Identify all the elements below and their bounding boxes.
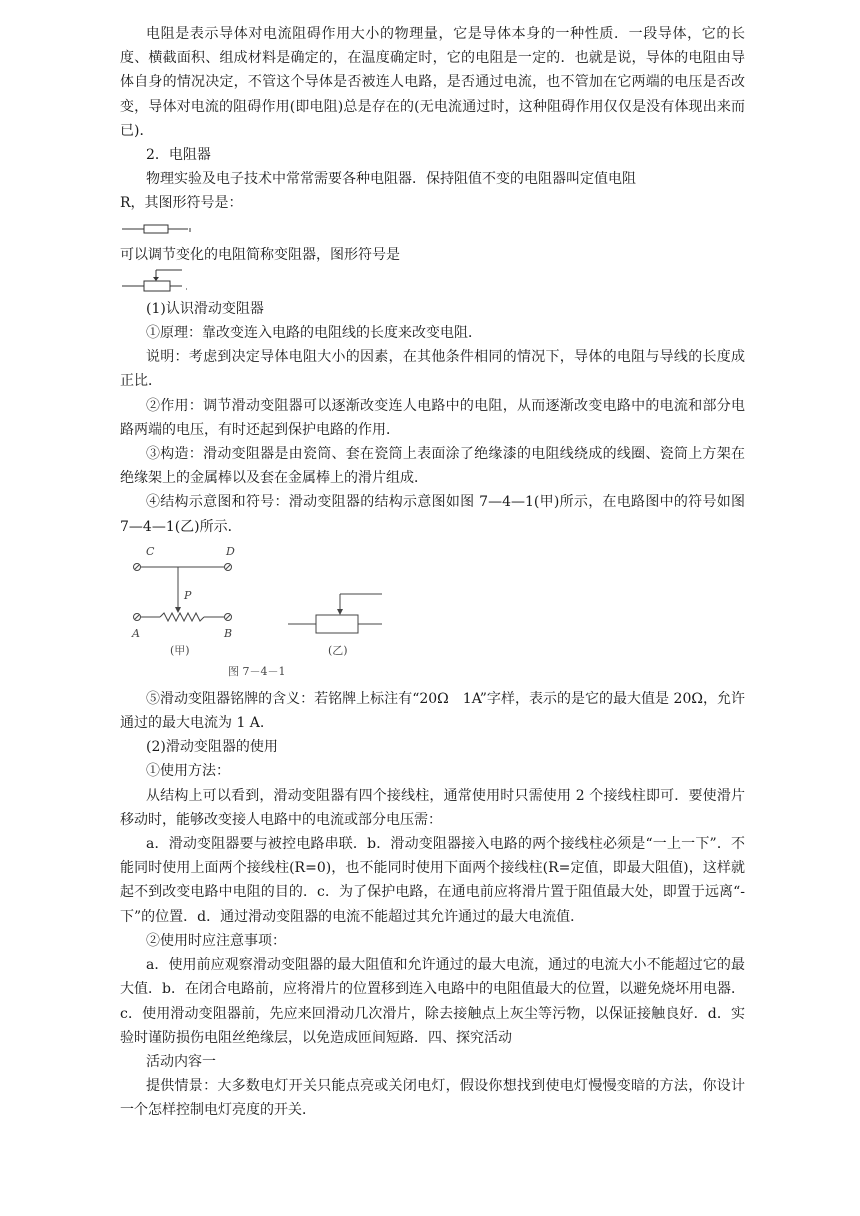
- label-yi: (乙): [328, 643, 348, 657]
- figure-7-4-1: [120, 539, 745, 687]
- label-d: D: [226, 544, 235, 558]
- label-c: C: [146, 544, 155, 558]
- rheostat-symbol-body: [316, 615, 358, 633]
- subheading-precautions: ②使用时应注意事项：: [146, 932, 286, 949]
- paragraph-principle: ①原理：靠改变连入电路的电阻线的长度来改变电阻．: [146, 325, 482, 342]
- paragraph-construction: ③构造：滑动变阻器是由瓷筒、套在瓷筒上表面涂了绝缘漆的电阻线绕成的线圈、瓷筒上方架在绝缘架上的金属棒以及套在金属棒上的滑片组成．: [120, 446, 745, 487]
- fixed-resistor-symbol: [120, 216, 745, 243]
- paragraph-scenario: 提供情景：大多数电灯开关只能点亮或关闭电灯，假设你想找到使电灯慢慢变暗的方法，你设计一个怎样控制电灯亮度的开关．: [120, 1078, 745, 1119]
- paragraph-nameplate: ⑤滑动变阻器铭牌的含义：若铭牌上标注有“20Ω 1A”字样，表示的是它的最大值是 20Ω，允许通过的最大电流为 1 A.: [120, 690, 745, 732]
- subheading-activity-one: 活动内容一: [146, 1053, 216, 1070]
- paragraph-precautions: a．使用前应观察滑动变阻器的最大阻值和允许通过的最大电流，通过的电流大小不能超过它的最大值．b．在闭合电路前，应将滑片的位置移到连入电路中的电阻值最大的位置，以避免烧坏用电器．c．使用滑动变阻器前，先应来回滑动几次滑片，除去接触点上灰尘等污物，以保证接触良好．d．实验时谨防损伤电阻丝绝缘层，以免造成匝间短路．四、探究活动: [120, 957, 745, 1046]
- paragraph-fixed-resistor: 物理实验及电子技术中常常需要各种电阻器．保持阻值不变的电阻器叫定值电阻: [146, 171, 636, 188]
- paragraph-resistance-definition: 电阻是表示导体对电流阻碍作用大小的物理量，它是导体本身的一种性质．一段导体，它的长度、横截面积、组成材料是确定的，在温度确定时，它的电阻是一定的．也就是说，导体的电阻由导体自身的情况决定，不管这个导体是否被连人电路，是否通过电流，也不管加在它两端的电压是否改变，导体对电流的阻碍作用(即电阻)总是存在的(无电流通过时，这种阻碍作用仅仅是没有体现出来而已)．: [120, 26, 745, 139]
- variable-resistor-symbol: [120, 267, 745, 297]
- document-page: [120, 22, 745, 1123]
- label-p: P: [184, 588, 192, 602]
- paragraph-fixed-resistor-symbol-intro: R，其图形符号是：: [120, 195, 243, 212]
- subheading-usage-method: ①使用方法：: [146, 763, 230, 780]
- resistance-coil: [160, 613, 204, 621]
- paragraph-usage-rules: a．滑动变阻器要与被控电路串联．b．滑动变阻器接入电路的两个接线柱必须是“一上一下”．不能同时使用上面两个接线柱(R=0)，也不能同时使用下面两个接线柱(R=定值，即最大阻值)，这样就起不到改变电路中电阻的目的．c．为了保护电路，在通电前应将滑片置于阻值最大处，即置于远离“-下”的位置．d．通过滑动变阻器的电流不能超过其允许通过的最大电流值．: [120, 836, 745, 925]
- label-jia: (甲): [170, 643, 190, 657]
- subheading-use-rheostat: (2)滑动变阻器的使用: [146, 739, 278, 756]
- figure-caption: 图 7－4－1: [228, 664, 286, 678]
- paragraph-variable-resistor: 可以调节变化的电阻简称变阻器，图形符号是: [120, 246, 400, 263]
- label-a: A: [132, 626, 140, 640]
- paragraph-note: 说明：考虑到决定导体电阻大小的因素，在其他条件相同的情况下，导体的电阻与导线的长度成正比．: [120, 349, 745, 390]
- paragraph-structure-symbol: ④结构示意图和符号：滑动变阻器的结构示意图如图 7—4—1(甲)所示，在电路图中的符号如图 7—4—1(乙)所示．: [120, 494, 745, 535]
- subheading-know-rheostat: (1)认识滑动变阻器: [146, 300, 264, 317]
- section-heading-resistor: 2．电阻器: [146, 147, 211, 164]
- label-b: B: [224, 626, 233, 640]
- paragraph-function: ②作用：调节滑动变阻器可以逐渐改变连人电路中的电阻，从而逐渐改变电路中的电流和部分电路两端的电压，有时还起到保护电路的作用．: [120, 397, 745, 438]
- paragraph-terminals: 从结构上可以看到，滑动变阻器有四个接线柱，通常使用时只需使用 2 个接线柱即可．要使滑片移动时，能够改变接人电路中的电流或部分电压需：: [120, 787, 745, 828]
